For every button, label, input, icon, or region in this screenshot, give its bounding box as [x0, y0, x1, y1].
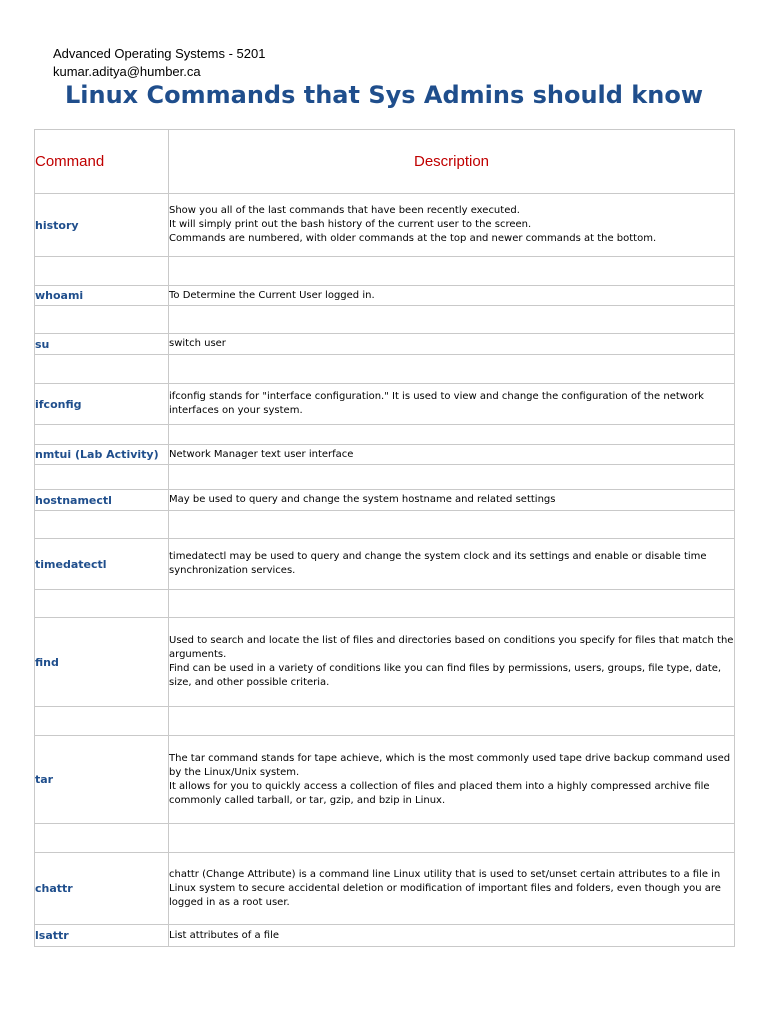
table-row [35, 853, 735, 925]
command-name: hostnamectl [35, 490, 169, 511]
command-name: chattr [35, 853, 169, 925]
spacer-row [35, 590, 735, 618]
command-name: timedatectl [35, 539, 169, 590]
table-row [35, 194, 735, 257]
command-name: find [35, 618, 169, 707]
command-name: tar [35, 736, 169, 824]
table-row [35, 490, 735, 511]
spacer-row [35, 425, 735, 445]
commands-table [34, 129, 735, 947]
command-name: whoami [35, 286, 169, 306]
table-header-row [35, 130, 735, 194]
command-description: List attributes of a file [169, 925, 735, 947]
spacer-row [35, 824, 735, 853]
spacer-row [35, 465, 735, 490]
spacer-row [35, 511, 735, 539]
description-column-header: Description [169, 130, 735, 194]
command-description: Used to search and locate the list of files and directories based on conditions you specify for files that match the arguments. Find can be used in a variety of conditions like you can find files by permissions, users, groups, file type, date, size, and other possible criteria. [169, 618, 735, 707]
command-name: su [35, 334, 169, 355]
command-column-header: Command [35, 130, 169, 194]
spacer-row [35, 355, 735, 384]
page-title: Linux Commands that Sys Admins should know [64, 81, 704, 109]
command-name: history [35, 194, 169, 257]
table-row [35, 925, 735, 947]
spacer-row [35, 707, 735, 736]
spacer-row [35, 257, 735, 286]
command-description: switch user [169, 334, 735, 355]
table-row [35, 334, 735, 355]
command-description: Network Manager text user interface [169, 445, 735, 465]
command-description: Show you all of the last commands that have been recently executed. It will simply print out the bash history of the current user to the screen. Commands are numbered, with older commands at the top and newer commands at the bottom. [169, 194, 735, 257]
table-row [35, 384, 735, 425]
command-name: ifconfig [35, 384, 169, 425]
command-description: The tar command stands for tape achieve, which is the most commonly used tape drive backup command used by the Linux/Unix system. It allows for you to quickly access a collection of files and placed them into a highly compressed archive file commonly called tarball, or tar, gzip, and bzip in Linux. [169, 736, 735, 824]
table-row [35, 736, 735, 824]
command-name: lsattr [35, 925, 169, 947]
table-row [35, 445, 735, 465]
command-description: ifconfig stands for "interface configuration." It is used to view and change the configuration of the network interfaces on your system. [169, 384, 735, 425]
command-description: May be used to query and change the system hostname and related settings [169, 490, 735, 511]
table-row [35, 539, 735, 590]
table-row [35, 286, 735, 306]
author-email: kumar.aditya@humber.ca [53, 64, 201, 79]
command-description: chattr (Change Attribute) is a command line Linux utility that is used to set/unset certain attributes to a file in Linux system to secure accidental deletion or modification of important files and folders, even though you are logged in as a root user. [169, 853, 735, 925]
command-name: nmtui (Lab Activity) [35, 445, 169, 465]
table-row [35, 618, 735, 707]
course-name: Advanced Operating Systems - 5201 [53, 46, 266, 61]
command-description: timedatectl may be used to query and change the system clock and its settings and enable or disable time synchronization services. [169, 539, 735, 590]
spacer-row [35, 306, 735, 334]
command-description: To Determine the Current User logged in. [169, 286, 735, 306]
